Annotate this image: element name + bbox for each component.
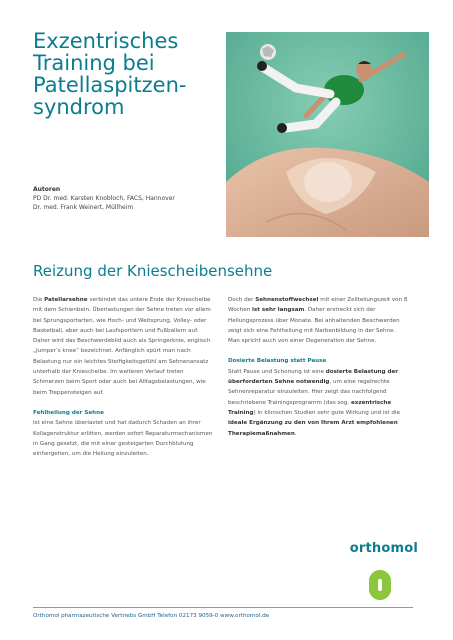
authors-block [33,185,213,212]
text: , um eine regelrechte Sehnenreparatur einzuleiten. Hier zeigt das nachfolgend beschriebene Trainingsprogramm (das sog. [228,379,390,406]
text: Die [33,297,45,303]
paragraph [228,295,408,346]
text: ) in klinischen Studien sehr gute Wirkung und ist die [253,409,400,416]
footer-contact: Orthomol pharmazeutische Vertriebs GmbH Telefon 02173 9059-0 www.orthomol.de [33,613,270,619]
paragraph [228,356,408,438]
right-column [228,295,408,449]
brand-name: orthomol [349,541,418,556]
bold-term: exzentrische Training [228,399,392,416]
subheading: Dosierte Belastung statt Pause [228,358,327,365]
footer-divider [33,607,413,608]
text: Doch der [228,297,256,303]
text: Statt Pause und Schonung ist eine [228,368,326,375]
bold-term: Sehnenstoffwechsel [255,297,319,303]
authors-label: Autoren [33,186,61,193]
text: verbindet das untere Ende der Kniescheibe mit dem Schienbein. Überlastungen der Sehne treten vor allem bei Sprungsportarten, wie Hoch- und Weitsprung, Volley- oder Basketball, aber auch bei Laufsportlern und Fußballern auf. Daher wird das Beschwerdebild auch als Springerknie, englisch „Jumper’s knee“ bezeichnet. Anfänglich spürt man nach Belastung nur ein leichtes Steifigkeitsgefühl am Sehnenansatz unterhalb der Kniescheibe. Im weiteren Verlauf treten Schmerzen beim Sport oder auch bei Alltagsbelastungen, wie beim Treppensteigen auf. [33,297,211,396]
bold-term: ideale Ergänzung zu den von Ihrem Arzt empfohlenen Therapiemaßnahmen [228,420,398,437]
bold-term: Patellarsehne [44,297,88,303]
document-title [33,30,203,118]
text: . [294,430,297,437]
paragraph [33,408,213,459]
left-column [33,295,213,469]
text: mit einer Zellteilungszeit von 8 Wochen [228,297,408,314]
title-line: Patellaspitzen- [33,73,187,97]
author-line: PD Dr. med. Karsten Knobloch, FACS, Hannover [33,195,175,202]
soccer-player-knee-photo [226,32,429,237]
title-line: syndrom [33,95,125,119]
text: . Daher erstreckt sich der Heilungsprozess über Monate. Bei anhaltenden Beschwerden zeigt sich eine Fehlheilung mit Narbenbildung in der Sehne. Man spricht auch von einer Degeneration der Sehne. [228,307,400,345]
text: Ist eine Sehne überlastet und hat dadurch Schaden an ihrer Kollagenstruktur erlitten, werden sofort Reparaturmechanismen in Gang gesetzt, die mit einer gesteigerten Durchblutung einhergehen, um die Heilung einzuleiten. [33,420,213,458]
title-line: Exzentrisches [33,29,179,53]
subheading: Fehlheilung der Sehne [33,409,104,416]
title-line: Training bei [33,51,155,75]
bold-term: ist sehr langsam [252,307,305,314]
section-heading: Reizung der Kniescheibensehne [33,262,273,280]
paragraph [33,295,213,398]
bold-term: dosierte Belastung der überforderten Sehne notwendig [228,368,399,386]
author-line: Dr. med. Frank Weinert, Müllheim [33,204,134,211]
orthomol-logo-icon [369,570,391,600]
